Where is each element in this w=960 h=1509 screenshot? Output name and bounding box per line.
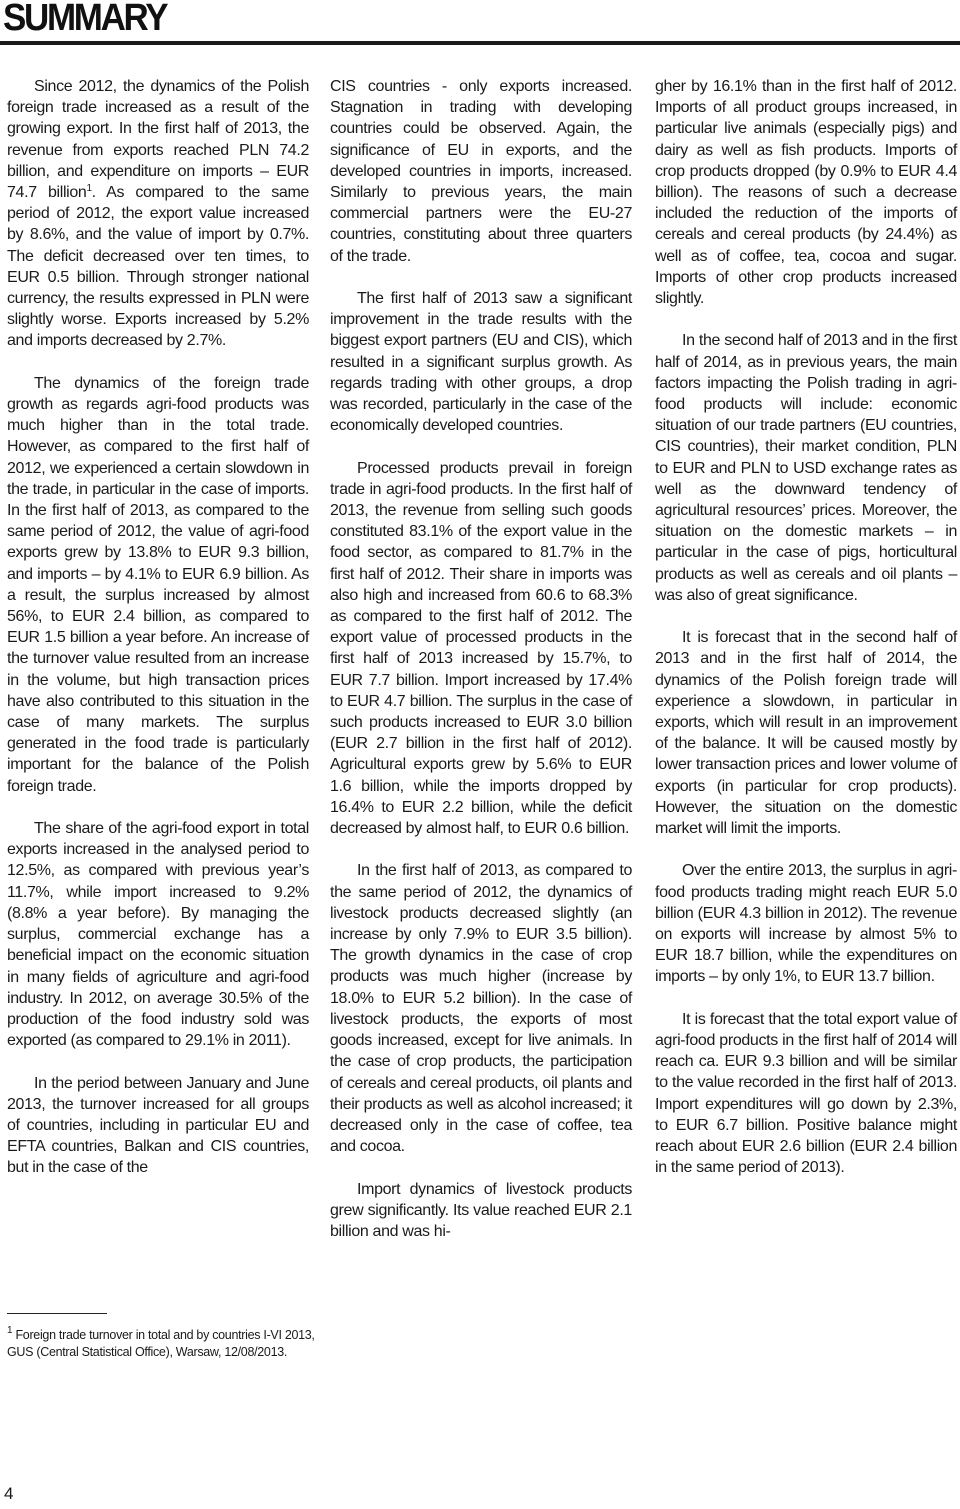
- text-column-3: [655, 76, 957, 1200]
- page-header: [0, 0, 960, 44]
- paragraph: [330, 458, 632, 840]
- paragraph: [655, 627, 957, 839]
- paragraph-text: It is forecast that in the second half of 2013 and in the first half of 2014, the dynamics of the Polish foreign trade will experience a slowdown, in particular in exports, which will result in an improvement of the balance. It will be caused mostly by lower transaction prices and lower volume of exports (in particular for crop products). However, the situation on the domestic market will limit the imports.: [655, 629, 957, 838]
- footnote: [7, 1327, 317, 1361]
- paragraph: [330, 1179, 632, 1243]
- paragraph: [330, 860, 632, 1157]
- paragraph: [7, 1073, 309, 1179]
- title-rule: [0, 41, 960, 45]
- paragraph-text: Over the entire 2013, the surplus in agri-food products trading might reach EUR 5.0 billion (EUR 4.3 billion in 2012). The revenue on exports will increase by almost 5% to EUR 18.7 billion, while the expenditures on imports – by only 1%, to EUR 13.7 billion.: [655, 862, 957, 986]
- paragraph: [7, 373, 309, 797]
- footnote-reference: 1: [86, 183, 92, 195]
- footnote-text: Foreign trade turnover in total and by countries I-VI 2013, GUS (Central Statistical Office), Warsaw, 12/08/2013.: [7, 1328, 315, 1359]
- page-number: 4: [4, 1484, 14, 1503]
- paragraph-text: gher by 16.1% than in the first half of 2012. Imports of all product groups increased, in particular live animals (especially pigs) and dairy as well as fish products. Imports of crop products dropped (by 0.9% to EUR 4.4 billion). The reasons of such a decrease included the reduction of the imports of cereals and cereal products (by 24.4%) as well as of coffee, tea, cocoa and sugar. Imports of other crop products increased slightly.: [655, 78, 957, 308]
- paragraph-text: Processed products prevail in foreign trade in agri-food products. In the first half of 2013, the revenue from selling such goods constituted 83.1% of the export value in the food sector, as compared to 81.7% in the first half of 2012. Their share in imports was also high and increased from 60.6 to 68.3% as compared to the first half of 2012. The export value of processed products in the first half of 2013 increased by 15.7%, to EUR 7.7 billion. Import increased by 17.4% to EUR 4.7 billion. The surplus in the case of such products increased to EUR 3.0 billion (EUR 2.7 billion in the first half of 2012). Agricultural exports grew by 5.6% to EUR 1.6 billion, while the imports dropped by 16.4% to EUR 2.2 billion, while the deficit decreased by almost half, to EUR 0.6 billion.: [330, 459, 632, 838]
- paragraph-text: The share of the agri-food export in total exports increased in the analysed period to 12.5%, as compared with previous year’s 11.7%, while import increased to 9.2% (8.8% a year before). By managing the surplus, commercial exchange has a beneficial impact on the economic situation in many fields of agriculture and agri-food industry. In 2012, on average 30.5% of the production of the food industry sold was exported (as compared to 29.1% in 2011).: [7, 820, 309, 1050]
- paragraph: [655, 860, 957, 987]
- paragraph: [330, 288, 632, 436]
- paragraph-text: Import dynamics of livestock products grew significantly. Its value reached EUR 2.1 billion and was hi-: [330, 1180, 632, 1240]
- paragraph-text: It is forecast that the total export value of agri-food products in the first half of 2014 will reach ca. EUR 9.3 billion and will be similar to the value recorded in the first half of 2013. Import expenditures will go down by 2.3%, to EUR 6.7 billion. Positive balance might reach about EUR 2.6 billion (EUR 2.4 billion in the same period of 2013).: [655, 1010, 957, 1177]
- paragraph-text: In the first half of 2013, as compared to the same period of 2012, the dynamics of livestock products decreased slightly (an increase by only 7.9% to EUR 3.5 billion). The growth dynamics in the case of crop products was much higher (increase by 18.0% to EUR 5.2 billion). In the case of livestock products, the exports of most goods increased, except for live animals. In the case of crop products, the participation of cereals and cereal products, oil plants and their products as well as alcohol increased; it decreased only in the case of coffee, tea and cocoa.: [330, 862, 632, 1156]
- paragraph: [655, 1009, 957, 1179]
- paragraph: [655, 330, 957, 606]
- page-title: SUMMARY: [3, 0, 167, 39]
- paragraph: [7, 76, 309, 352]
- paragraph-text: . As compared to the same period of 2012, the export value increased by 8.6%, and the value of import by 0.7%. The deficit decreased over ten times, to EUR 0.5 billion. Through stronger national currency, the results expressed in PLN were slightly worse. Exports increased by 5.2% and imports decreased by 2.7%.: [7, 184, 309, 350]
- paragraph-text: In the second half of 2013 and in the first half of 2014, as in previous years, the main factors impacting the Polish trading in agri-food products will include: economic situation of our trade partners (EU countries, CIS countries), their market condition, PLN to EUR and PLN to USD exchange rates as well as the downward tendency of agricultural resources’ prices. Moreover, the situation on the domestic markets – in particular in the case of pigs, horticultural products as well as cereals and oil plants – was also of great significance.: [655, 332, 957, 604]
- paragraph-text: Since 2012, the dynamics of the Polish foreign trade increased as a result of the growing export. In the first half of 2013, the revenue from exports reached PLN 74.2 billion, and expenditure on imports – EUR 74.7 billion: [7, 78, 309, 202]
- paragraph-text: The first half of 2013 saw a significant improvement in the trade results with the biggest export partners (EU and CIS), which resulted in a significant surplus growth. As regards trading with other groups, a drop was recorded, particularly in the case of the economically developed countries.: [330, 290, 632, 435]
- paragraph: [330, 76, 632, 267]
- paragraph: [7, 818, 309, 1051]
- paragraph-text: The dynamics of the foreign trade growth as regards agri-food products was much higher than in the total trade. However, as compared to the first half of 2012, we experienced a certain slowdown in the trade, in particular in the case of imports. In the first half of 2013, as compared to the same period of 2012, the value of agri-food exports grew by 13.8% to EUR 9.3 billion, and imports – by 4.1% to EUR 6.9 billion. As a result, the surplus increased by almost 56%, to EUR 2.4 billion, as compared to EUR 1.5 billion a year before. An increase of the turnover value resulted from an increase in the volume, but high transaction prices have also contributed to this situation in the case of many markets. The surplus generated in the food trade is particularly important for the balance of the Polish foreign trade.: [7, 374, 309, 795]
- paragraph-text: CIS countries - only exports increased. Stagnation in trading with developing countries could be observed. Again, the significance of EU in exports, and the developed countries in imports, increased. Similarly to previous years, the main commercial partners were the EU-27 countries, constituting about three quarters of the trade.: [330, 78, 632, 265]
- text-column-2: [330, 76, 632, 1263]
- footnote-divider: [7, 1313, 107, 1314]
- paragraph: [655, 76, 957, 309]
- text-column-1: [7, 76, 309, 1200]
- footnote-marker: 1: [7, 1325, 13, 1336]
- paragraph-text: In the period between January and June 2013, the turnover increased for all groups of countries, including in particular EU and EFTA countries, Balkan and CIS countries, but in the case of the: [7, 1074, 309, 1177]
